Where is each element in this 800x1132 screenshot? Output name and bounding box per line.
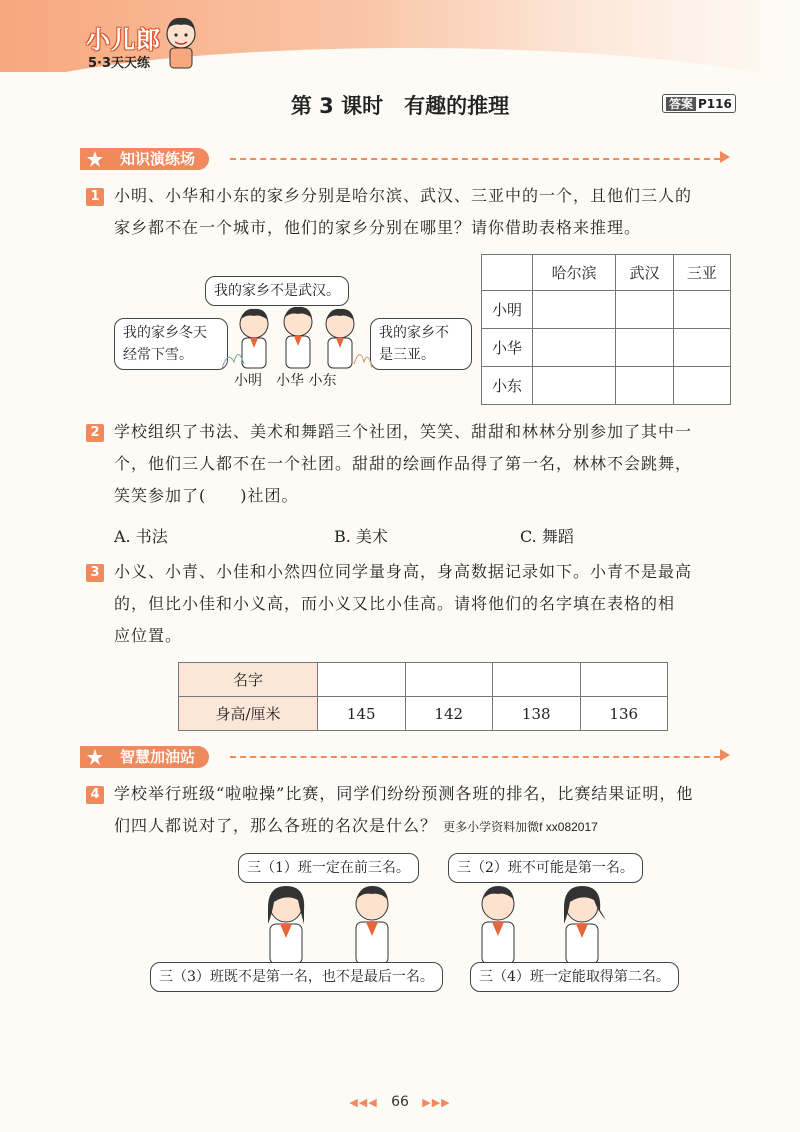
table-header-cell: 三亚	[673, 255, 730, 291]
table-row-header: 身高/厘米	[179, 697, 318, 731]
kids-names-caption: 小明 小华 小东	[234, 373, 337, 389]
speech-bubble-class4: 三（4）班一定能取得第二名。	[470, 962, 679, 992]
page-footer	[0, 1094, 800, 1110]
speech-bubble-left	[114, 318, 228, 370]
page-number: 66	[391, 1094, 409, 1110]
option-c[interactable]: C. 舞蹈	[520, 527, 574, 546]
text-line: 应位置。	[114, 626, 183, 645]
speech-bubble-top: 我的家乡不是武汉。	[205, 276, 349, 306]
three-kids-illustration	[222, 302, 372, 372]
bubble-line: 是三亚。	[379, 347, 435, 363]
section-practice	[80, 148, 740, 170]
speech-bubble-class3: 三（3）班既不是第一名，也不是最后一名。	[150, 962, 443, 992]
text-line: 学校举行班级“啦啦操”比赛，同学们纷纷预测各班的排名，比赛结果证明，他	[114, 784, 694, 803]
text-line: 个，他们三人都不在一个社团。甜甜的绘画作品得了第一名，林林不会跳舞，	[114, 454, 693, 473]
table-header-cell: 哈尔滨	[533, 255, 616, 291]
question-number: 1	[86, 188, 104, 206]
star-icon	[86, 150, 104, 168]
text-line: 的，但比小佳和小义高，而小义又比小佳高。请将他们的名字填在表格的相	[114, 594, 676, 613]
text-line: 笑笑参加了( )社团。	[114, 486, 299, 505]
name-cell[interactable]	[405, 663, 493, 697]
text-line: 学校组织了书法、美术和舞蹈三个社团，笑笑、甜甜和林林分别参加了其中一	[114, 422, 693, 441]
table-header-cell: 武汉	[616, 255, 673, 291]
answer-cell[interactable]	[673, 291, 730, 329]
section-divider	[230, 756, 720, 758]
speech-bubble-right	[370, 318, 472, 370]
mascot-boy-icon	[160, 14, 202, 70]
option-b[interactable]: B. 美术	[334, 527, 388, 546]
answer-cell[interactable]	[616, 291, 673, 329]
text-line	[114, 810, 734, 843]
option-a[interactable]: A. 书法	[114, 527, 168, 546]
star-icon	[86, 748, 104, 766]
hometown-table	[481, 254, 731, 405]
answer-cell[interactable]	[616, 329, 673, 367]
table-row-header: 小明	[482, 291, 533, 329]
name-cell[interactable]	[493, 663, 581, 697]
answer-page-badge	[662, 94, 736, 113]
watermark-text: 更多小学资料加微f xx082017	[443, 820, 598, 834]
height-cell: 142	[405, 697, 493, 731]
speech-bubble-class2: 三（2）班不可能是第一名。	[448, 853, 643, 883]
answer-label: 答案	[666, 97, 696, 111]
question-2-text	[114, 416, 734, 512]
question-number: 3	[86, 564, 104, 582]
answer-cell[interactable]	[673, 329, 730, 367]
series-name: 5·3天天练	[88, 56, 151, 71]
text-line-part: 们四人都说对了，那么各班的名次是什么？	[114, 816, 438, 835]
four-students-illustration	[240, 880, 660, 970]
section-divider	[230, 158, 720, 160]
question-3-text	[114, 556, 734, 652]
answer-cell[interactable]	[533, 291, 616, 329]
section-practice-tag: 知识演练场	[80, 148, 209, 170]
arrow-icon	[720, 749, 730, 761]
section-challenge	[80, 746, 740, 768]
arrow-icon	[720, 151, 730, 163]
text-line: 小义、小青、小佳和小然四位同学量身高，身高数据记录如下。小青不是最高	[114, 562, 693, 581]
name-cell[interactable]	[318, 663, 406, 697]
question-number: 2	[86, 424, 104, 442]
height-cell: 145	[318, 697, 406, 731]
section-challenge-tag: 智慧加油站	[80, 746, 209, 768]
height-cell: 138	[493, 697, 581, 731]
table-header-cell	[482, 255, 533, 291]
bubble-line: 我的家乡不	[379, 325, 449, 341]
table-row-header: 小华	[482, 329, 533, 367]
bubble-line: 经常下雪。	[123, 347, 193, 363]
answer-cell[interactable]	[616, 367, 673, 405]
answer-cell[interactable]	[673, 367, 730, 405]
table-row-header: 小东	[482, 367, 533, 405]
answer-page: P116	[698, 97, 732, 111]
height-cell: 136	[580, 697, 668, 731]
text-line: 家乡都不在一个城市，他们的家乡分别在哪里？请你借助表格来推理。	[114, 218, 642, 237]
prev-arrows-icon: ◀◀◀	[349, 1096, 378, 1109]
question-4-text	[114, 778, 734, 843]
bubble-line: 我的家乡冬天	[123, 325, 207, 341]
answer-cell[interactable]	[533, 329, 616, 367]
table-row-header: 名字	[179, 663, 318, 697]
page-title: 第 3 课时 有趣的推理	[290, 94, 510, 118]
question-1-text	[114, 180, 734, 244]
name-cell[interactable]	[580, 663, 668, 697]
question-number: 4	[86, 786, 104, 804]
height-table	[178, 662, 668, 731]
answer-cell[interactable]	[533, 367, 616, 405]
speech-bubble-class1: 三（1）班一定在前三名。	[238, 853, 419, 883]
next-arrows-icon: ▶▶▶	[422, 1096, 451, 1109]
brand-logo: 小儿郎	[86, 26, 161, 54]
text-line: 小明、小华和小东的家乡分别是哈尔滨、武汉、三亚中的一个，且他们三人的	[114, 186, 693, 205]
